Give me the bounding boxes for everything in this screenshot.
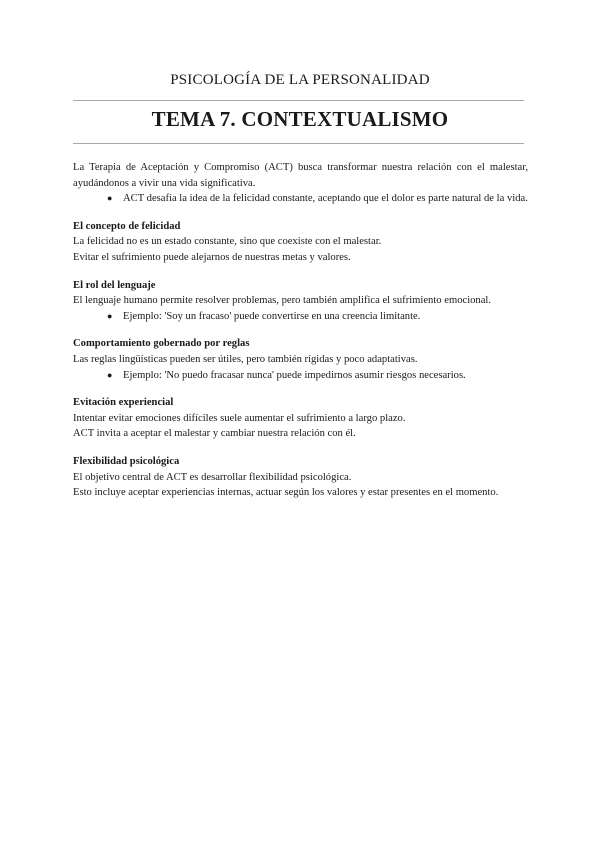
section-heading: Comportamiento gobernado por reglas xyxy=(73,338,250,350)
section-evitacion xyxy=(73,395,528,442)
bullet-icon: ● xyxy=(107,193,113,204)
intro-paragraph: La Terapia de Aceptación y Compromiso (ACT) busca transformar nuestra relación con el malestar, ayudándonos a vivir una vida significativa. xyxy=(73,162,528,189)
bullet-text: Ejemplo: 'Soy un fracaso' puede convertirse en una creencia limitante. xyxy=(123,310,421,322)
section-heading: Flexibilidad psicológica xyxy=(73,455,180,467)
section-line: El lenguaje humano permite resolver problemas, pero también amplifica el sufrimiento emocional. xyxy=(73,295,492,307)
list-item xyxy=(109,191,528,207)
course-title: PSICOLOGÍA DE LA PERSONALIDAD xyxy=(170,72,430,88)
section-line: Las reglas lingüísticas pueden ser útiles, pero también rígidas y poco adaptativas. xyxy=(73,353,418,365)
section-heading: El concepto de felicidad xyxy=(73,220,181,232)
header-divider-bottom xyxy=(73,143,524,144)
list-item xyxy=(109,309,528,325)
section-line: Evitar el sufrimiento puede alejarnos de nuestras metas y valores. xyxy=(73,251,351,263)
bullet-text: ACT desafía la idea de la felicidad constante, aceptando que el dolor es parte natural de la vida. xyxy=(123,193,528,205)
section-line: Esto incluye aceptar experiencias internas, actuar según los valores y estar presentes en el momento. xyxy=(73,487,499,499)
section-lenguaje xyxy=(73,278,528,325)
section-line: ACT invita a aceptar el malestar y cambiar nuestra relación con él. xyxy=(73,428,356,440)
section-heading: El rol del lenguaje xyxy=(73,279,156,291)
section-line: La felicidad no es un estado constante, sino que coexiste con el malestar. xyxy=(73,236,382,248)
section-heading: Evitación experiencial xyxy=(73,397,174,409)
header-divider-top xyxy=(73,100,524,101)
intro-bullet-list xyxy=(73,191,528,207)
bullet-text: Ejemplo: 'No puedo fracasar nunca' puede impedirnos asumir riesgos necesarios. xyxy=(123,369,466,381)
topic-title: TEMA 7. CONTEXTUALISMO xyxy=(151,107,449,131)
section-flexibilidad xyxy=(73,454,528,501)
bullet-icon: ● xyxy=(107,369,113,380)
list-item xyxy=(109,368,528,384)
document-body xyxy=(73,160,528,501)
section-felicidad xyxy=(73,219,528,266)
section-reglas xyxy=(73,336,528,383)
section-line: El objetivo central de ACT es desarrollar flexibilidad psicológica. xyxy=(73,471,352,483)
section-line: Intentar evitar emociones difíciles suele aumentar el sufrimiento a largo plazo. xyxy=(73,412,406,424)
section-bullet-list xyxy=(73,309,528,325)
bullet-icon: ● xyxy=(107,310,113,321)
section-bullet-list xyxy=(73,368,528,384)
